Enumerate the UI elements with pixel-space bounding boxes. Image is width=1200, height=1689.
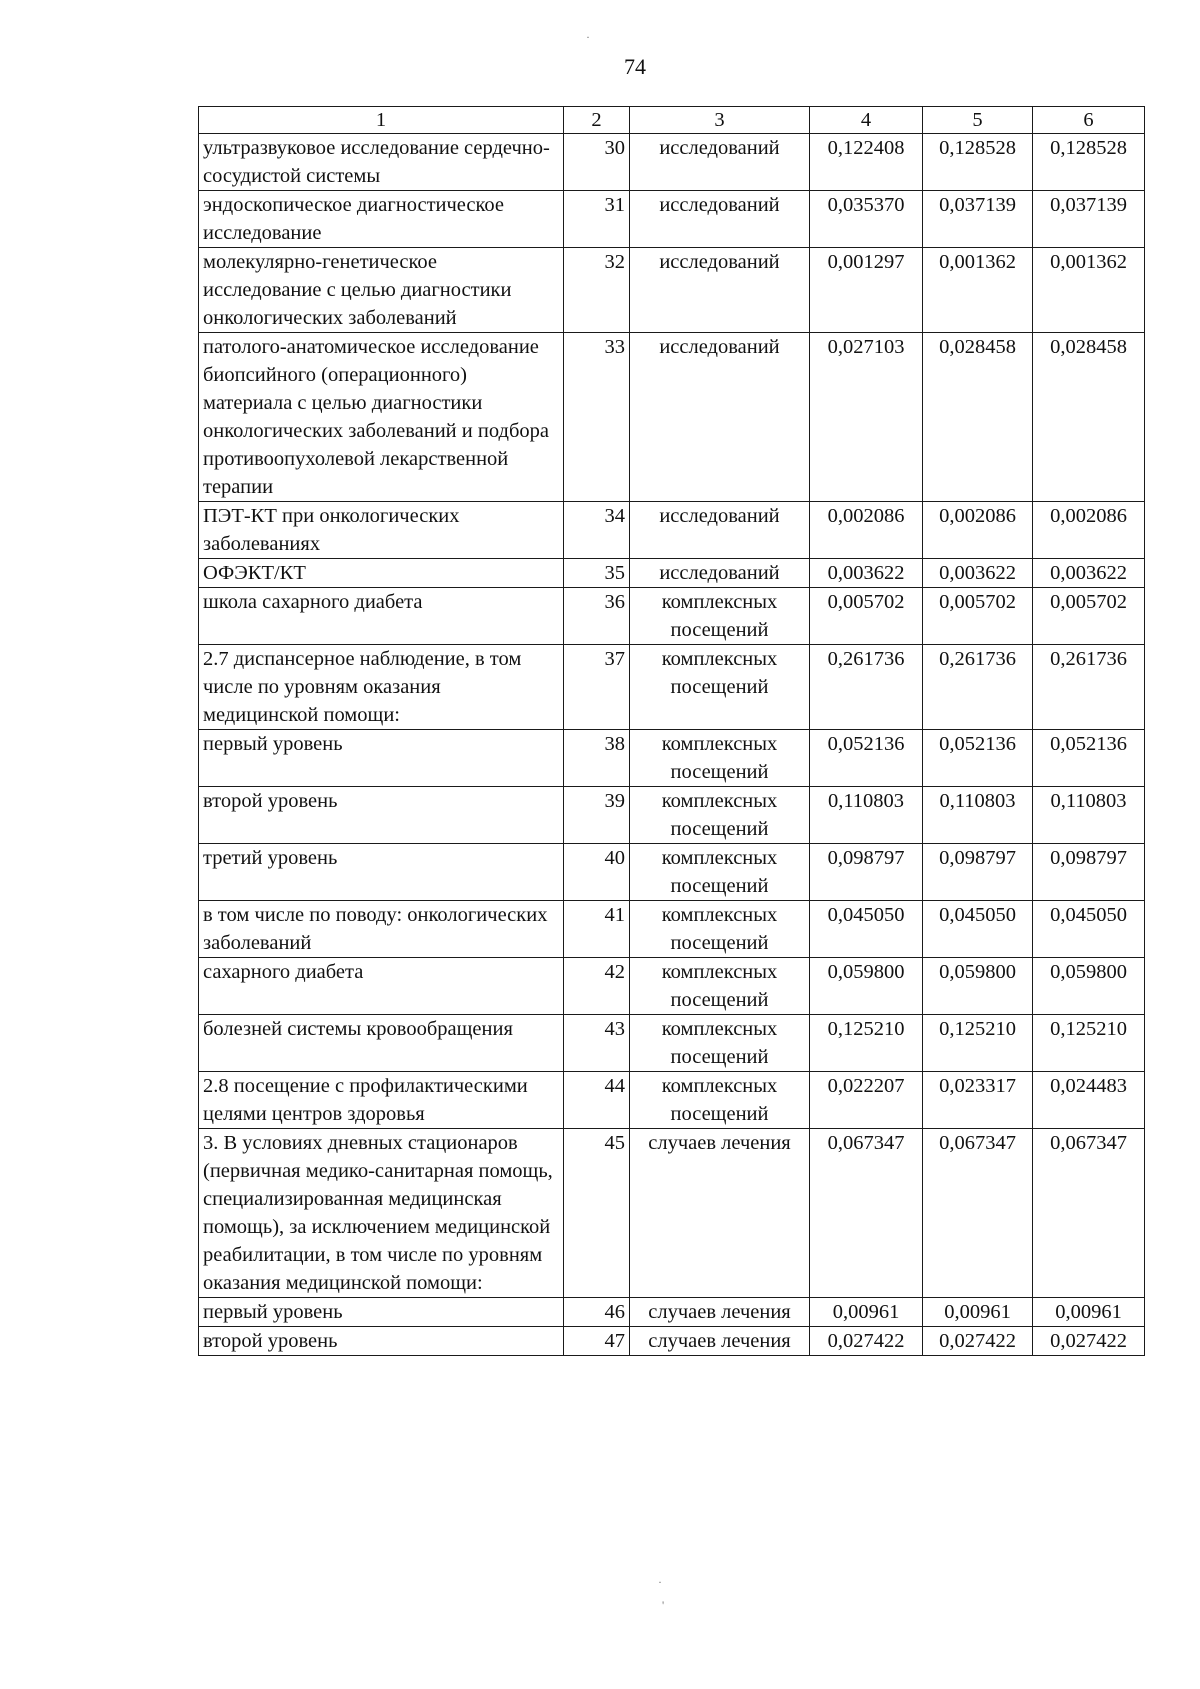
row-value-col5: 0,002086: [923, 502, 1033, 559]
row-value-col5: 0,027422: [923, 1327, 1033, 1356]
row-value-col4: 0,005702: [810, 588, 923, 645]
column-header: 2: [564, 107, 630, 134]
row-value-col6: 0,005702: [1033, 588, 1145, 645]
row-name: болезней системы кровообращения: [199, 1015, 564, 1072]
row-name: 3. В условиях дневных стационаров (первичная медико-санитарная помощь, специализированная медицинская помощь), за исключением медицинской реабилитации, в том числе по уровням оказания медицинской помощи:: [199, 1129, 564, 1298]
row-value-col6: 0,027422: [1033, 1327, 1145, 1356]
row-number: 45: [564, 1129, 630, 1298]
row-value-col5: 0,003622: [923, 559, 1033, 588]
table-row: [199, 1327, 1145, 1356]
row-value-col4: 0,00961: [810, 1298, 923, 1327]
row-number: 32: [564, 248, 630, 333]
row-number: 31: [564, 191, 630, 248]
row-value-col5: 0,261736: [923, 645, 1033, 730]
table-row: [199, 588, 1145, 645]
row-value-col4: 0,098797: [810, 844, 923, 901]
row-number: 33: [564, 333, 630, 502]
row-number: 37: [564, 645, 630, 730]
row-value-col5: 0,128528: [923, 134, 1033, 191]
scan-speck: ·: [658, 1575, 662, 1589]
row-unit: комплексных посещений: [630, 901, 810, 958]
row-number: 46: [564, 1298, 630, 1327]
row-unit: комплексных посещений: [630, 588, 810, 645]
table-row: [199, 844, 1145, 901]
row-unit: случаев лечения: [630, 1298, 810, 1327]
row-number: 42: [564, 958, 630, 1015]
table-row: [199, 1129, 1145, 1298]
row-value-col6: 0,002086: [1033, 502, 1145, 559]
row-name: патолого-анатомическое исследование биопсийного (операционного) материала с целью диагностики онкологических заболеваний и подбора противоопухолевой лекарственной терапии: [199, 333, 564, 502]
row-number: 39: [564, 787, 630, 844]
row-name: ОФЭКТ/КТ: [199, 559, 564, 588]
row-value-col4: 0,027103: [810, 333, 923, 502]
row-value-col5: 0,052136: [923, 730, 1033, 787]
row-value-col4: 0,261736: [810, 645, 923, 730]
row-value-col6: 0,052136: [1033, 730, 1145, 787]
row-value-col5: 0,045050: [923, 901, 1033, 958]
row-name: ультразвуковое исследование сердечно-сосудистой системы: [199, 134, 564, 191]
row-value-col5: 0,098797: [923, 844, 1033, 901]
table-body: [199, 134, 1145, 1356]
row-value-col5: 0,023317: [923, 1072, 1033, 1129]
row-unit: исследований: [630, 134, 810, 191]
row-value-col6: 0,037139: [1033, 191, 1145, 248]
row-unit: комплексных посещений: [630, 844, 810, 901]
row-value-col4: 0,045050: [810, 901, 923, 958]
row-value-col6: 0,00961: [1033, 1298, 1145, 1327]
row-value-col4: 0,027422: [810, 1327, 923, 1356]
row-name: первый уровень: [199, 1298, 564, 1327]
row-unit: комплексных посещений: [630, 730, 810, 787]
row-unit: комплексных посещений: [630, 1072, 810, 1129]
row-number: 30: [564, 134, 630, 191]
row-unit: исследований: [630, 248, 810, 333]
row-name: второй уровень: [199, 787, 564, 844]
row-value-col4: 0,059800: [810, 958, 923, 1015]
table-row: [199, 901, 1145, 958]
table-row: [199, 248, 1145, 333]
row-unit: исследований: [630, 502, 810, 559]
table-row: [199, 134, 1145, 191]
scan-speck: ·: [586, 30, 590, 44]
row-unit: комплексных посещений: [630, 645, 810, 730]
row-name: в том числе по поводу: онкологических заболеваний: [199, 901, 564, 958]
row-number: 40: [564, 844, 630, 901]
row-value-col6: 0,024483: [1033, 1072, 1145, 1129]
row-name: эндоскопическое диагностическое исследование: [199, 191, 564, 248]
row-number: 36: [564, 588, 630, 645]
table-row: [199, 502, 1145, 559]
row-value-col6: 0,128528: [1033, 134, 1145, 191]
row-number: 38: [564, 730, 630, 787]
row-value-col6: 0,003622: [1033, 559, 1145, 588]
column-header: 4: [810, 107, 923, 134]
row-name: 2.8 посещение с профилактическими целями центров здоровья: [199, 1072, 564, 1129]
row-value-col6: 0,261736: [1033, 645, 1145, 730]
row-unit: случаев лечения: [630, 1129, 810, 1298]
table-row: [199, 730, 1145, 787]
table-row: [199, 787, 1145, 844]
row-value-col6: 0,110803: [1033, 787, 1145, 844]
row-name: школа сахарного диабета: [199, 588, 564, 645]
row-value-col5: 0,125210: [923, 1015, 1033, 1072]
row-value-col6: 0,045050: [1033, 901, 1145, 958]
table-row: [199, 1298, 1145, 1327]
row-value-col6: 0,001362: [1033, 248, 1145, 333]
table-row: [199, 645, 1145, 730]
row-value-col5: 0,001362: [923, 248, 1033, 333]
row-name: третий уровень: [199, 844, 564, 901]
column-header: 6: [1033, 107, 1145, 134]
row-name: первый уровень: [199, 730, 564, 787]
column-header: 3: [630, 107, 810, 134]
row-value-col5: 0,005702: [923, 588, 1033, 645]
row-value-col4: 0,125210: [810, 1015, 923, 1072]
table-row: [199, 1015, 1145, 1072]
row-value-col4: 0,003622: [810, 559, 923, 588]
row-value-col4: 0,022207: [810, 1072, 923, 1129]
row-name: ПЭТ-КТ при онкологических заболеваниях: [199, 502, 564, 559]
data-table: [198, 106, 1145, 1356]
row-value-col4: 0,035370: [810, 191, 923, 248]
row-unit: случаев лечения: [630, 1327, 810, 1356]
row-value-col6: 0,059800: [1033, 958, 1145, 1015]
row-value-col6: 0,125210: [1033, 1015, 1145, 1072]
row-name: молекулярно-генетическое исследование с целью диагностики онкологических заболеваний: [199, 248, 564, 333]
header-row: [199, 107, 1145, 134]
table-row: [199, 958, 1145, 1015]
row-number: 43: [564, 1015, 630, 1072]
row-value-col4: 0,067347: [810, 1129, 923, 1298]
row-name: 2.7 диспансерное наблюдение, в том числе по уровням оказания медицинской помощи:: [199, 645, 564, 730]
row-value-col5: 0,00961: [923, 1298, 1033, 1327]
row-unit: комплексных посещений: [630, 1015, 810, 1072]
row-unit: исследований: [630, 191, 810, 248]
row-unit: комплексных посещений: [630, 958, 810, 1015]
row-number: 35: [564, 559, 630, 588]
row-value-col4: 0,052136: [810, 730, 923, 787]
row-unit: исследований: [630, 559, 810, 588]
table-row: [199, 333, 1145, 502]
page-number: 74: [624, 54, 646, 79]
row-value-col5: 0,110803: [923, 787, 1033, 844]
row-value-col6: 0,028458: [1033, 333, 1145, 502]
row-value-col4: 0,001297: [810, 248, 923, 333]
row-value-col6: 0,098797: [1033, 844, 1145, 901]
row-value-col5: 0,037139: [923, 191, 1033, 248]
row-unit: исследований: [630, 333, 810, 502]
table-row: [199, 1072, 1145, 1129]
row-name: сахарного диабета: [199, 958, 564, 1015]
row-value-col4: 0,002086: [810, 502, 923, 559]
row-value-col5: 0,059800: [923, 958, 1033, 1015]
table-row: [199, 559, 1145, 588]
row-number: 41: [564, 901, 630, 958]
row-value-col5: 0,067347: [923, 1129, 1033, 1298]
row-unit: комплексных посещений: [630, 787, 810, 844]
row-number: 47: [564, 1327, 630, 1356]
row-value-col4: 0,122408: [810, 134, 923, 191]
row-name: второй уровень: [199, 1327, 564, 1356]
row-value-col4: 0,110803: [810, 787, 923, 844]
row-number: 34: [564, 502, 630, 559]
row-number: 44: [564, 1072, 630, 1129]
row-value-col5: 0,028458: [923, 333, 1033, 502]
column-header: 1: [199, 107, 564, 134]
table-row: [199, 191, 1145, 248]
column-header: 5: [923, 107, 1033, 134]
row-value-col6: 0,067347: [1033, 1129, 1145, 1298]
scan-speck: ': [662, 1598, 665, 1612]
